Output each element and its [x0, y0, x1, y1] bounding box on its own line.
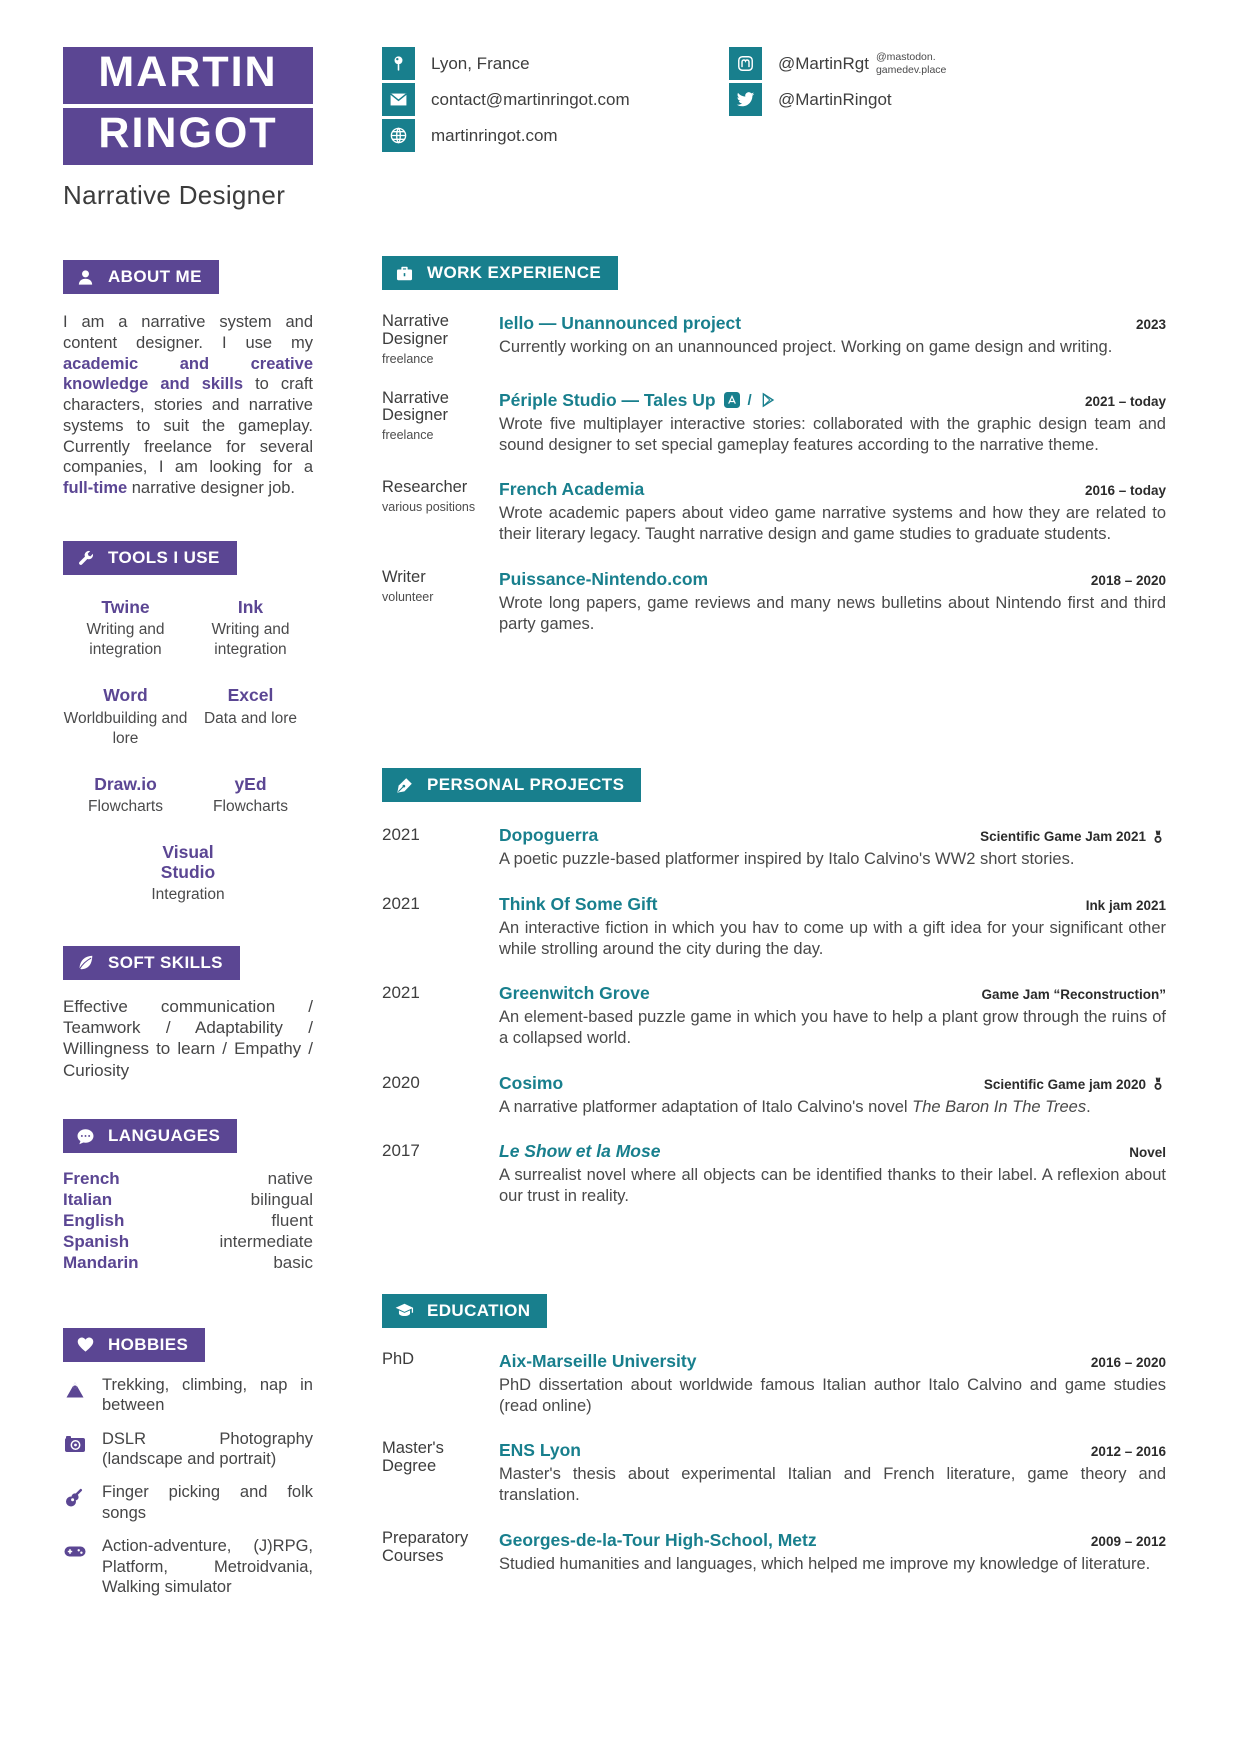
- date-range: 2016 – today: [1084, 483, 1166, 499]
- gamepad-icon: [63, 1539, 87, 1563]
- website-text[interactable]: martinringot.com: [431, 125, 558, 145]
- tools-grid: [63, 597, 313, 905]
- person-icon: [76, 268, 95, 287]
- work-entry-main: [499, 390, 1166, 457]
- project-entry: [382, 894, 1166, 961]
- briefcase-icon: [395, 264, 414, 283]
- section-languages: [63, 1119, 313, 1274]
- education-entry-main: [499, 1351, 1166, 1418]
- language-row: [63, 1232, 313, 1253]
- mastodon-instance-line: @mastodon.: [875, 51, 936, 64]
- section-title: PERSONAL PROJECTS: [427, 775, 625, 795]
- role-subtitle: volunteer: [382, 589, 434, 604]
- contact-block: [382, 47, 1166, 152]
- project-name: Dopoguerra: [499, 825, 599, 846]
- language-name: French: [63, 1169, 120, 1189]
- tool-item: [188, 685, 313, 748]
- language-level: bilingual: [250, 1190, 313, 1210]
- project-description: A surrealist novel where all objects can be identified thanks to their label. A reflexion about our trust in reality.: [499, 1166, 1166, 1206]
- degree-name: Preparatory Courses: [382, 1528, 469, 1565]
- school-name: ENS Lyon: [499, 1440, 581, 1461]
- date-range: 2009 – 2012: [1090, 1533, 1166, 1549]
- hobby-text: DSLR Photography (landscape and portrait): [102, 1429, 313, 1469]
- section-header-hobbies: [63, 1328, 205, 1362]
- tool-desc: Flowcharts: [88, 797, 163, 815]
- project-entry: [382, 983, 1166, 1050]
- hobby-text: Trekking, climbing, nap in between: [102, 1375, 313, 1415]
- medal-icon: [1150, 1076, 1166, 1092]
- date-range: 2023: [1135, 317, 1166, 332]
- degree-name: Master's Degree: [382, 1439, 444, 1475]
- twitter-icon: [729, 83, 762, 116]
- project-entry-head: [499, 894, 1166, 915]
- education-description: Master's thesis about experimental Italian and French literature, game theory and translation.: [499, 1465, 1166, 1505]
- project-label-wrap: [984, 1076, 1166, 1092]
- last-name: RINGOT: [63, 108, 313, 165]
- role-title: Narrative Designer: [382, 312, 449, 348]
- section-header-about: [63, 260, 219, 294]
- date-range: 2016 – 2020: [1090, 1354, 1166, 1370]
- section-header-soft-skills: [63, 946, 240, 980]
- language-name: Spanish: [63, 1231, 130, 1251]
- language-row: [63, 1211, 313, 1232]
- work-entry: [382, 569, 1166, 636]
- project-year: 2021: [382, 983, 420, 1003]
- contact-location: [382, 47, 729, 80]
- work-description: Currently working on an unannounced project. Working on game design and writing.: [499, 338, 1113, 356]
- school-name: Aix-Marseille University: [499, 1350, 697, 1371]
- project-year: 2021: [382, 825, 420, 845]
- section-title: EDUCATION: [427, 1300, 531, 1320]
- envelope-icon: [382, 83, 415, 116]
- company-name[interactable]: Puissance-Nintendo.com: [499, 568, 709, 589]
- about-text-part: I am a narrative system and content designer. I use my: [63, 313, 313, 352]
- section-title: HOBBIES: [108, 1334, 189, 1354]
- medal-icon: [1150, 829, 1166, 845]
- graduation-cap-icon: [395, 1301, 414, 1320]
- work-description: Wrote academic papers about video game narrative systems and how they are related to their literary legacy. Taught narrative design and game studies to graduate students.: [499, 504, 1166, 544]
- hobby-item: [63, 1482, 313, 1523]
- section-work-experience: [382, 256, 1166, 635]
- contact-twitter[interactable]: [729, 83, 946, 116]
- mastodon-instance: [876, 51, 946, 75]
- work-entry-main: [499, 569, 1166, 636]
- about-highlight: full-time: [63, 479, 128, 498]
- section-header-work: [382, 256, 618, 290]
- language-level: fluent: [271, 1210, 313, 1230]
- education-entry-main: [499, 1530, 1166, 1575]
- about-text: [63, 312, 313, 499]
- section-title: ABOUT ME: [108, 267, 202, 286]
- company-name: Périple Studio — Tales Up: [499, 389, 716, 410]
- work-entry-head: [499, 390, 1166, 411]
- leaf-icon: [76, 953, 95, 972]
- project-label: Game Jam “Reconstruction”: [981, 987, 1166, 1003]
- work-entry: [382, 313, 1166, 367]
- company-name: Iello — Unannounced project: [499, 313, 742, 333]
- contact-email[interactable]: [382, 83, 729, 116]
- soft-skills-text: Effective communication / Teamwork / Adaptability / Willingness to learn / Empathy / Curiosity: [63, 996, 313, 1080]
- contact-col-left: [382, 47, 729, 152]
- section-header-education: [382, 1294, 547, 1328]
- guitar-icon: [63, 1485, 87, 1509]
- store-separator: /: [747, 391, 752, 409]
- job-title: Narrative Designer: [63, 180, 286, 210]
- tool-item: [63, 774, 188, 817]
- work-description: Wrote five multiplayer interactive stories: collaborated with the graphic design team and sound designer to set special gameplay features according to the narrative theme.: [499, 414, 1166, 454]
- project-entries: [382, 825, 1166, 1207]
- tool-name: Excel: [227, 685, 274, 706]
- language-name: Italian: [63, 1190, 113, 1210]
- date-range: 2018 – 2020: [1090, 572, 1166, 588]
- pen-nib-icon: [395, 776, 414, 795]
- education-entries: [382, 1351, 1166, 1575]
- project-label: Novel: [1129, 1145, 1166, 1160]
- hobby-text: Action-adventure, (J)RPG, Platform, Metroidvania, Walking simulator: [102, 1537, 313, 1597]
- name-block: [63, 47, 313, 165]
- school-name: Georges-de-la-Tour High-School, Metz: [499, 1529, 817, 1550]
- section-tools: [63, 541, 313, 905]
- education-entry: [382, 1440, 1166, 1507]
- project-description: An interactive fiction in which you hav to come up with a gift idea for your significant other while strolling around the city during the day.: [499, 918, 1166, 958]
- role-title: Narrative Designer: [382, 388, 449, 425]
- project-entry-head: [499, 983, 1166, 1004]
- tool-desc: Writing and integration: [86, 621, 165, 659]
- work-description: Wrote long papers, game reviews and many news bulletins about Nintendo first and third party games.: [499, 593, 1166, 634]
- work-entry-head: [499, 313, 1166, 334]
- date-range: 2021 – today: [1084, 393, 1166, 409]
- camera-icon: [63, 1432, 87, 1456]
- project-year: 2017: [382, 1141, 420, 1160]
- hobby-list: [63, 1375, 313, 1598]
- language-name: Mandarin: [63, 1252, 139, 1272]
- tool-item: [188, 597, 313, 660]
- language-level: native: [267, 1169, 313, 1189]
- section-header-tools: [63, 541, 237, 575]
- location-pin-icon: [382, 47, 415, 80]
- section-title: LANGUAGES: [108, 1126, 221, 1146]
- tool-item: [63, 685, 188, 748]
- wrench-icon: [76, 549, 95, 568]
- work-entry-head: [499, 569, 1166, 590]
- company-title-wrap: [499, 390, 776, 411]
- project-entry-head: [499, 825, 1166, 846]
- section-personal-projects: [382, 768, 1166, 1207]
- description-part: .: [1086, 1097, 1091, 1116]
- tool-name: yEd: [234, 773, 267, 794]
- language-list: [63, 1169, 313, 1274]
- work-entry: [382, 479, 1166, 546]
- hobby-item: [63, 1375, 313, 1416]
- language-name: English: [63, 1210, 125, 1230]
- work-entry-role: [382, 313, 499, 367]
- contact-website[interactable]: [382, 119, 729, 152]
- education-entry-head: [499, 1440, 1166, 1461]
- tool-name: Visual Studio: [160, 842, 216, 883]
- tool-desc: Flowcharts: [213, 797, 288, 815]
- mastodon-handle-wrap: [778, 51, 946, 75]
- work-entry-role: [382, 569, 499, 636]
- heart-icon: [76, 1335, 95, 1354]
- contact-col-right: [729, 47, 946, 152]
- work-entries: [382, 313, 1166, 635]
- tool-desc: Worldbuilding and lore: [63, 709, 188, 747]
- company-name: French Academia: [499, 479, 645, 500]
- section-header-projects: [382, 768, 641, 802]
- role-subtitle: various positions: [382, 500, 476, 514]
- work-entry-role: [382, 479, 499, 546]
- about-text-part: narrative designer job.: [127, 479, 296, 498]
- tool-desc: Writing and integration: [211, 621, 290, 659]
- project-entry: [382, 1073, 1166, 1118]
- project-entry-main: [499, 825, 1166, 870]
- twitter-handle[interactable]: @MartinRingot: [778, 89, 892, 109]
- language-level: basic: [273, 1252, 313, 1272]
- email-text[interactable]: contact@martinringot.com: [431, 89, 630, 109]
- main-content: [382, 47, 1166, 1598]
- project-entry-head: [499, 1073, 1166, 1094]
- hobby-text: Finger picking and folk songs: [102, 1483, 313, 1522]
- mastodon-handle[interactable]: @MartinRgt: [778, 53, 869, 73]
- section-title: WORK EXPERIENCE: [427, 263, 602, 282]
- tool-item: [188, 774, 313, 817]
- google-play-icon[interactable]: [760, 392, 776, 408]
- date-range: 2012 – 2016: [1090, 1444, 1166, 1460]
- education-description: Studied humanities and languages, which helped me improve my knowledge of literature.: [499, 1554, 1151, 1573]
- project-label: Ink jam 2021: [1085, 897, 1166, 913]
- left-sidebar: [63, 47, 313, 1598]
- project-year: 2021: [382, 893, 420, 913]
- project-name: Think Of Some Gift: [499, 893, 658, 914]
- education-entry: [382, 1530, 1166, 1575]
- project-entry-head: [499, 1141, 1166, 1162]
- about-text-part: to craft characters, stories and narrative systems to suit the gameplay. Currently freelance for several companies, I am looking for a: [63, 375, 313, 477]
- first-name: MARTIN: [63, 47, 313, 104]
- description-part: A narrative platformer adaptation of Italo Calvino's novel: [499, 1097, 913, 1116]
- project-label: Scientific Game Jam 2021: [980, 829, 1146, 845]
- globe-icon: [382, 119, 415, 152]
- tool-item: [63, 597, 188, 660]
- work-entry: [382, 390, 1166, 457]
- project-entry-main: [499, 1073, 1166, 1118]
- project-entry-main: [499, 894, 1166, 961]
- section-soft-skills: [63, 946, 313, 1082]
- project-name: Cosimo: [499, 1072, 564, 1093]
- work-entry-main: [499, 313, 1166, 367]
- tool-desc: Data and lore: [203, 709, 298, 727]
- project-entry: [382, 1141, 1166, 1208]
- project-entry-main: [499, 1141, 1166, 1208]
- role-subtitle: freelance: [382, 428, 434, 443]
- work-entry-main: [499, 479, 1166, 546]
- location-text: Lyon, France: [431, 53, 530, 73]
- project-description: An element-based puzzle game in which you have to help a plant grow through the ruins of a collapsed world.: [499, 1008, 1166, 1048]
- language-row: [63, 1169, 313, 1190]
- section-header-languages: [63, 1119, 237, 1153]
- language-row: [63, 1190, 313, 1211]
- role-subtitle: freelance: [382, 351, 434, 366]
- education-entry-main: [499, 1440, 1166, 1507]
- section-title: SOFT SKILLS: [108, 952, 223, 972]
- mastodon-instance-line: gamedev.place: [875, 63, 947, 76]
- tool-item: [63, 842, 313, 905]
- section-hobbies: [63, 1328, 313, 1598]
- section-education: [382, 1294, 1166, 1575]
- project-description: A poetic puzzle-based platformer inspired by Italo Calvino's WW2 short stories.: [499, 850, 1075, 869]
- project-name: Greenwitch Grove: [499, 983, 650, 1004]
- education-entry-head: [499, 1530, 1166, 1551]
- role-title: Researcher: [382, 478, 468, 497]
- speech-bubble-icon: [76, 1127, 95, 1146]
- app-store-icon[interactable]: [724, 392, 740, 408]
- language-level: intermediate: [219, 1231, 313, 1251]
- mastodon-icon: [729, 47, 762, 80]
- role-title: Writer: [382, 567, 426, 586]
- tool-name: Draw.io: [94, 773, 157, 794]
- work-entry-head: [499, 479, 1166, 500]
- degree-name: PhD: [382, 1349, 415, 1368]
- work-entry-role: [382, 390, 499, 457]
- project-label: Scientific Game jam 2020: [983, 1076, 1146, 1092]
- section-about: [63, 260, 313, 499]
- project-year: 2020: [382, 1072, 420, 1092]
- tool-name: Word: [103, 685, 148, 706]
- hobby-item: [63, 1536, 313, 1597]
- contact-mastodon[interactable]: [729, 47, 946, 80]
- tool-name: Ink: [237, 597, 264, 618]
- project-entry: [382, 825, 1166, 870]
- project-entry-main: [499, 983, 1166, 1050]
- hobby-item: [63, 1429, 313, 1470]
- education-entry: [382, 1351, 1166, 1418]
- about-highlight: academic and creative knowledge and skills: [63, 354, 313, 394]
- section-title: TOOLS I USE: [108, 548, 220, 568]
- project-name: Le Show et la Mose: [499, 1141, 661, 1161]
- project-label-wrap: [980, 829, 1166, 845]
- education-description: PhD dissertation about worldwide famous Italian author Italo Calvino and game studies (read online): [499, 1375, 1166, 1415]
- mountain-icon: [63, 1378, 87, 1402]
- project-description: [499, 1097, 1166, 1118]
- tool-desc: Integration: [151, 886, 225, 904]
- tool-name: Twine: [101, 597, 150, 618]
- language-row: [63, 1253, 313, 1274]
- book-title: The Baron In The Trees: [912, 1097, 1087, 1116]
- education-entry-head: [499, 1351, 1166, 1372]
